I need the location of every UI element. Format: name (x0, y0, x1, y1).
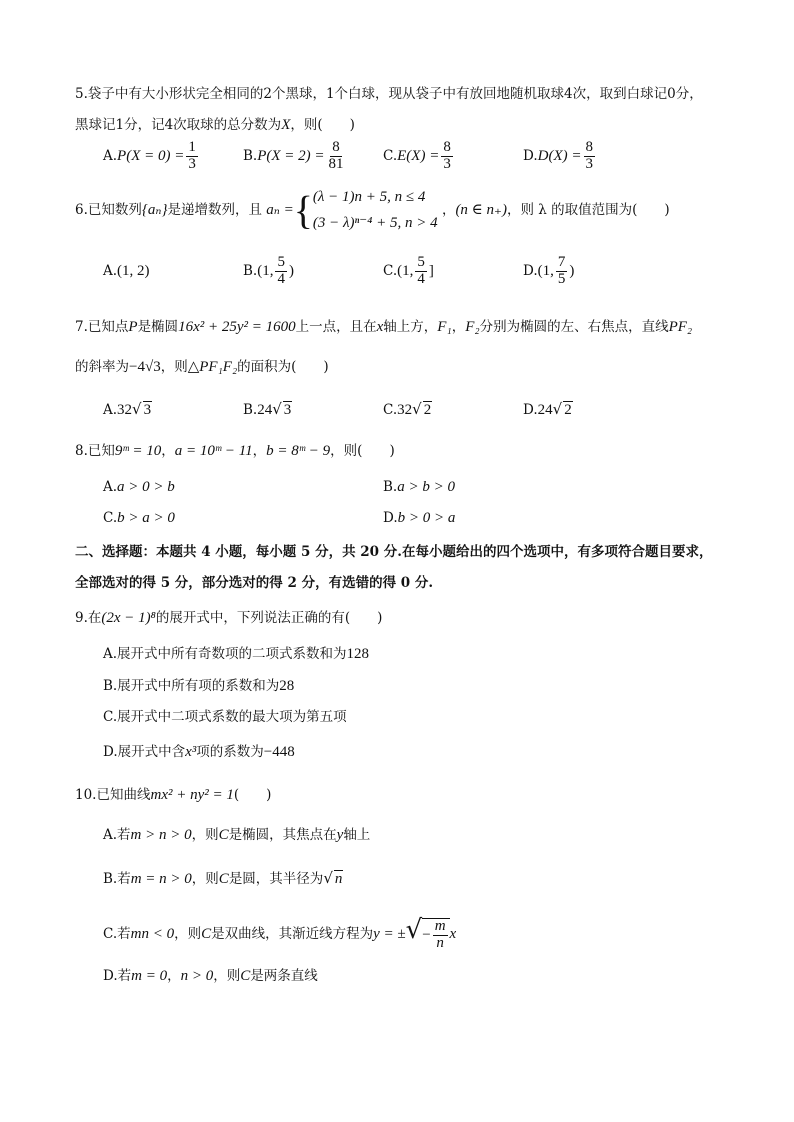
q7-l2c: 的面积为( ) (237, 359, 329, 375)
q7-option-d (523, 400, 573, 420)
q7-P: P (128, 319, 138, 335)
q7-l2b: ，则 (160, 359, 188, 375)
q6-option-b (243, 255, 294, 288)
q8-option-d (383, 509, 455, 528)
q5-option-b (243, 140, 348, 173)
q10-d-cond2: n > 0 (180, 968, 214, 984)
q10-a-a: A.若 (103, 827, 131, 843)
q5-option-b-frac (327, 140, 346, 173)
q9-option-c-text: C.展开式中二项式系数的最大项为第五项 (103, 709, 347, 725)
q9-option-c (103, 709, 347, 726)
q10-d-C: C (240, 968, 251, 984)
q5-option-a-label: A. (103, 147, 118, 164)
q5-option-c-label: C. (383, 147, 398, 164)
frac-num: 8 (443, 139, 451, 155)
q7-option-c (383, 400, 432, 420)
q9-option-b-math: 28 (279, 678, 295, 694)
q5-option-b-label: B. (243, 147, 258, 164)
q5-option-c (383, 140, 455, 173)
q9-option-a (103, 645, 369, 664)
q6-option-a-label: A. (103, 263, 118, 279)
q10-a-cond: m > n > 0 (130, 827, 192, 843)
frac-den: 3 (188, 155, 196, 172)
q10-option-c (103, 914, 456, 951)
q10-d-cond1: m = 0 (131, 968, 168, 984)
q9-option-d-math2: −448 (263, 744, 295, 760)
q6-option-a-value: (1, 2) (117, 263, 150, 279)
frac-den: 4 (417, 270, 425, 287)
radical-sign: √ (412, 400, 422, 418)
q5-var-x: X (281, 117, 291, 133)
frac-num: 7 (557, 254, 566, 270)
q5-line1: 5.袋子中有大小形状完全相同的2个黑球，1个白球，现从袋子中有放回地随机取球4次，取到白球记0分， (75, 86, 703, 102)
q5-option-d (523, 140, 597, 173)
q10-c-eq: y = ± (373, 926, 406, 942)
q10-c-frac (433, 919, 448, 952)
q6-option-c-open: (1, (397, 262, 414, 279)
radical-sign: √ (405, 915, 423, 945)
q7-option-a-rad: 3 (143, 402, 152, 418)
radical-sign: √ (552, 400, 563, 418)
q6-option-d-open: (1, (537, 262, 554, 279)
q6-option-c-frac (415, 255, 427, 288)
q6-option-d-close: ) (569, 262, 575, 279)
q7-F1: F₁ (437, 319, 452, 335)
q7-l1c: 上一点，且在 (295, 319, 377, 335)
q6-an: aₙ = (266, 202, 294, 218)
q10-option-d: D.若m = 0，n > 0，则C是两条直线 (103, 968, 318, 984)
q5-option-a-frac (186, 140, 198, 173)
q10-a-y: y (336, 827, 344, 843)
section2-heading-line1: 二、选择题：本题共 4 小题，每小题 5 分，共 20 分.在每小题给出的四个选项中，有多项符合题目要求， (75, 544, 713, 560)
q9-option-d-math: x³ (185, 744, 197, 760)
q7-option-b-coef: 24 (257, 402, 273, 418)
q10-b-a: B.若 (103, 871, 131, 887)
q8-cond2: a = 10ᵐ − 11 (174, 443, 253, 459)
q10-b-b: ，则 (191, 871, 219, 887)
q7-option-c-label: C. (383, 402, 398, 418)
q10-b-cond: m = n > 0 (130, 871, 192, 887)
frac-num: 1 (188, 139, 196, 155)
q8-option-b-label: B. (383, 479, 398, 495)
q9-option-b-text: B.展开式中所有项的系数和为 (103, 678, 280, 694)
radical-sign: √ (323, 869, 333, 887)
q9-option-d (103, 743, 295, 762)
radical-sign: √ (272, 400, 282, 418)
q9-expr: (2x − 1)⁸ (101, 610, 156, 626)
q6-option-d (523, 255, 574, 288)
q9-stem (75, 609, 382, 628)
q5-option-c-frac (441, 140, 453, 173)
q10-option-a (103, 826, 370, 845)
q6-case2: (3 − λ)ⁿ⁻⁴ + 5, n > 4 (312, 214, 438, 231)
q5-line2-end: ，则( ) (290, 117, 355, 133)
q6-option-c-close: ] (428, 262, 434, 279)
q10-c-b: ，则 (174, 926, 202, 942)
q7-option-d-rad: 2 (564, 402, 572, 418)
frac-den: n (436, 934, 444, 951)
q10-c-cond: mn < 0 (130, 926, 175, 942)
q10-stem (75, 786, 271, 805)
q6-option-d-frac (556, 255, 568, 288)
q6-left-brace: { (293, 187, 313, 233)
q8-option-c (103, 509, 175, 528)
q6-option-b-open: (1, (257, 262, 274, 279)
q7-ellipse: 16x² + 25y² = 1600 (178, 319, 296, 335)
q6-mid: 是递增数列，且 (167, 202, 262, 218)
q9-option-d-text2: 项的系数为 (196, 744, 264, 760)
q6-option-a (103, 262, 150, 281)
q10-c-x: x (449, 926, 457, 942)
q6-option-c-label: C. (383, 262, 398, 279)
q5-option-a-expr: P(X = 0) = (117, 147, 185, 164)
q10-a-c: 是椭圆，其焦点在 (228, 827, 337, 843)
q7-option-b-rad: 3 (283, 402, 292, 418)
q7-option-c-rad: 2 (423, 402, 432, 418)
q7-F2: F₂ (465, 319, 480, 335)
q8-option-b-value: a > b > 0 (397, 479, 455, 495)
q7-option-a-coef: 32 (117, 402, 133, 418)
q9-option-a-text: A.展开式中所有奇数项的二项式系数和为 (103, 646, 347, 662)
q10-d-c: 是两条直线 (250, 968, 318, 984)
q7-l1b: 是椭圆 (137, 319, 179, 335)
q5-option-d-label: D. (523, 147, 538, 164)
q10-c-a: C.若 (103, 926, 131, 942)
q7-x: x (376, 319, 384, 335)
q5-line2 (75, 116, 355, 135)
frac-den: 3 (585, 155, 593, 172)
q6-cond: (n ∈ n₊) (455, 202, 507, 218)
q7-option-d-coef: 24 (537, 402, 553, 418)
frac-den: 5 (557, 270, 566, 287)
q6-option-c (383, 255, 434, 288)
q5-option-a (103, 140, 200, 173)
frac-den: 81 (328, 155, 344, 172)
q7-triangle: △PF₁F₂ (187, 359, 238, 375)
q5-option-b-expr: P(X = 2) = (257, 147, 325, 164)
q8-option-b (383, 478, 455, 497)
q7-option-b (243, 400, 292, 420)
q10-option-b (103, 869, 343, 889)
q7-l2a: 的斜率为 (75, 359, 129, 375)
q8-option-a (103, 478, 175, 497)
q6-seq: {aₙ} (141, 202, 168, 218)
frac-den: 4 (277, 270, 285, 287)
q8-option-a-value: a > 0 > b (117, 479, 175, 495)
q10-c-c: 是双曲线，其渐近线方程为 (211, 926, 374, 942)
frac-num: 8 (332, 139, 340, 155)
q7-option-b-label: B. (243, 402, 258, 418)
q10-suffix: ( ) (233, 787, 272, 803)
q10-d-b: ，则 (213, 968, 241, 984)
q10-d-a: D.若 (103, 968, 132, 984)
q10-prefix: 10.已知曲线 (75, 787, 151, 803)
frac-num: 5 (417, 254, 425, 270)
radical-sign: √ (132, 400, 142, 418)
q6-stem: 6.已知数列{aₙ}是递增数列，且 aₙ ={ (λ − 1)n + 5, n ≤ 4 (3 − λ)ⁿ⁻⁴ + 5, n > 4 ，(n ∈ n₊)，则 λ 的取值范围为( ) (75, 185, 670, 236)
q10-a-b: ，则 (191, 827, 219, 843)
q8-option-c-label: C. (103, 510, 118, 526)
q7-l1d: 轴上方， (383, 319, 438, 335)
q6-option-d-label: D. (523, 262, 538, 279)
q8-stem: 8.已知9ᵐ = 10，a = 10ᵐ − 11，b = 8ᵐ − 9，则( ) (75, 443, 395, 459)
q7-l1e: 分别为椭圆的左、右焦点，直线 (479, 319, 669, 335)
q10-b-c: 是圆，其半径为 (228, 871, 324, 887)
section2-heading-line2: 全部选对的得 5 分，部分选对的得 2 分，有选错的得 0 分. (75, 575, 434, 591)
frac-num: 5 (277, 254, 285, 270)
q7-l1a: 7.已知点 (75, 319, 129, 335)
q7-option-c-coef: 32 (397, 402, 413, 418)
q8-option-a-label: A. (103, 479, 118, 495)
q6-suffix: ，则 λ 的取值范围为( ) (506, 202, 670, 218)
q9-suffix: 的展开式中，下列说法正确的有( ) (155, 610, 383, 626)
q7-PF2: PF₂ (668, 319, 693, 335)
q8-option-d-value: b > 0 > a (397, 510, 456, 526)
q10-c-radicand: − $\frac{m}{n}$ (422, 918, 449, 952)
q8-option-d-label: D. (383, 510, 398, 526)
q9-option-d-text: D.展开式中含 (103, 744, 186, 760)
q10-expr: mx² + ny² = 1 (150, 787, 234, 803)
q8-option-c-value: b > a > 0 (117, 510, 175, 526)
q9-prefix: 9.在 (75, 610, 102, 626)
q5-option-c-expr: E(X) = (397, 147, 440, 164)
frac-den: 3 (443, 155, 451, 172)
q7-option-d-label: D. (523, 402, 538, 418)
q6-prefix: 6.已知数列 (75, 202, 142, 218)
q10-a-C: C (218, 827, 229, 843)
q7-option-a-label: A. (103, 402, 118, 418)
q6-option-b-label: B. (243, 262, 258, 279)
q8-stem-end: ，则( ) (330, 443, 395, 459)
q5-option-d-frac (584, 140, 596, 173)
q10-b-rad: n (334, 871, 343, 887)
q6-cases (313, 185, 438, 236)
q6-option-b-close: ) (288, 262, 294, 279)
q5-line2-text: 黑球记1分，记4次取球的总分数为 (75, 117, 282, 133)
q8-cond3: b = 8ᵐ − 9 (266, 443, 331, 459)
frac-num: m (434, 917, 446, 934)
q8-stem-a: 8.已知 (75, 443, 115, 459)
q9-option-b (103, 677, 294, 696)
q7-slope: −4√3 (129, 359, 161, 375)
q7-option-a (103, 400, 152, 420)
q6-option-b-frac (275, 255, 287, 288)
q8-cond1: 9ᵐ = 10 (114, 443, 162, 459)
q10-b-C: C (218, 871, 229, 887)
q10-c-C: C (201, 926, 212, 942)
q5-option-d-expr: D(X) = (537, 147, 582, 164)
q7-line1: 7.已知点P是椭圆16x² + 25y² = 1600上一点，且在x轴上方，F₁，F₂分别为椭圆的左、右焦点，直线PF₂ (75, 319, 693, 335)
q10-a-d: 轴上 (343, 827, 371, 843)
q7-line2 (75, 358, 329, 377)
q9-option-a-math: 128 (346, 646, 370, 662)
frac-num: 8 (585, 139, 593, 155)
q6-case1: (λ − 1)n + 5, n ≤ 4 (312, 189, 426, 205)
